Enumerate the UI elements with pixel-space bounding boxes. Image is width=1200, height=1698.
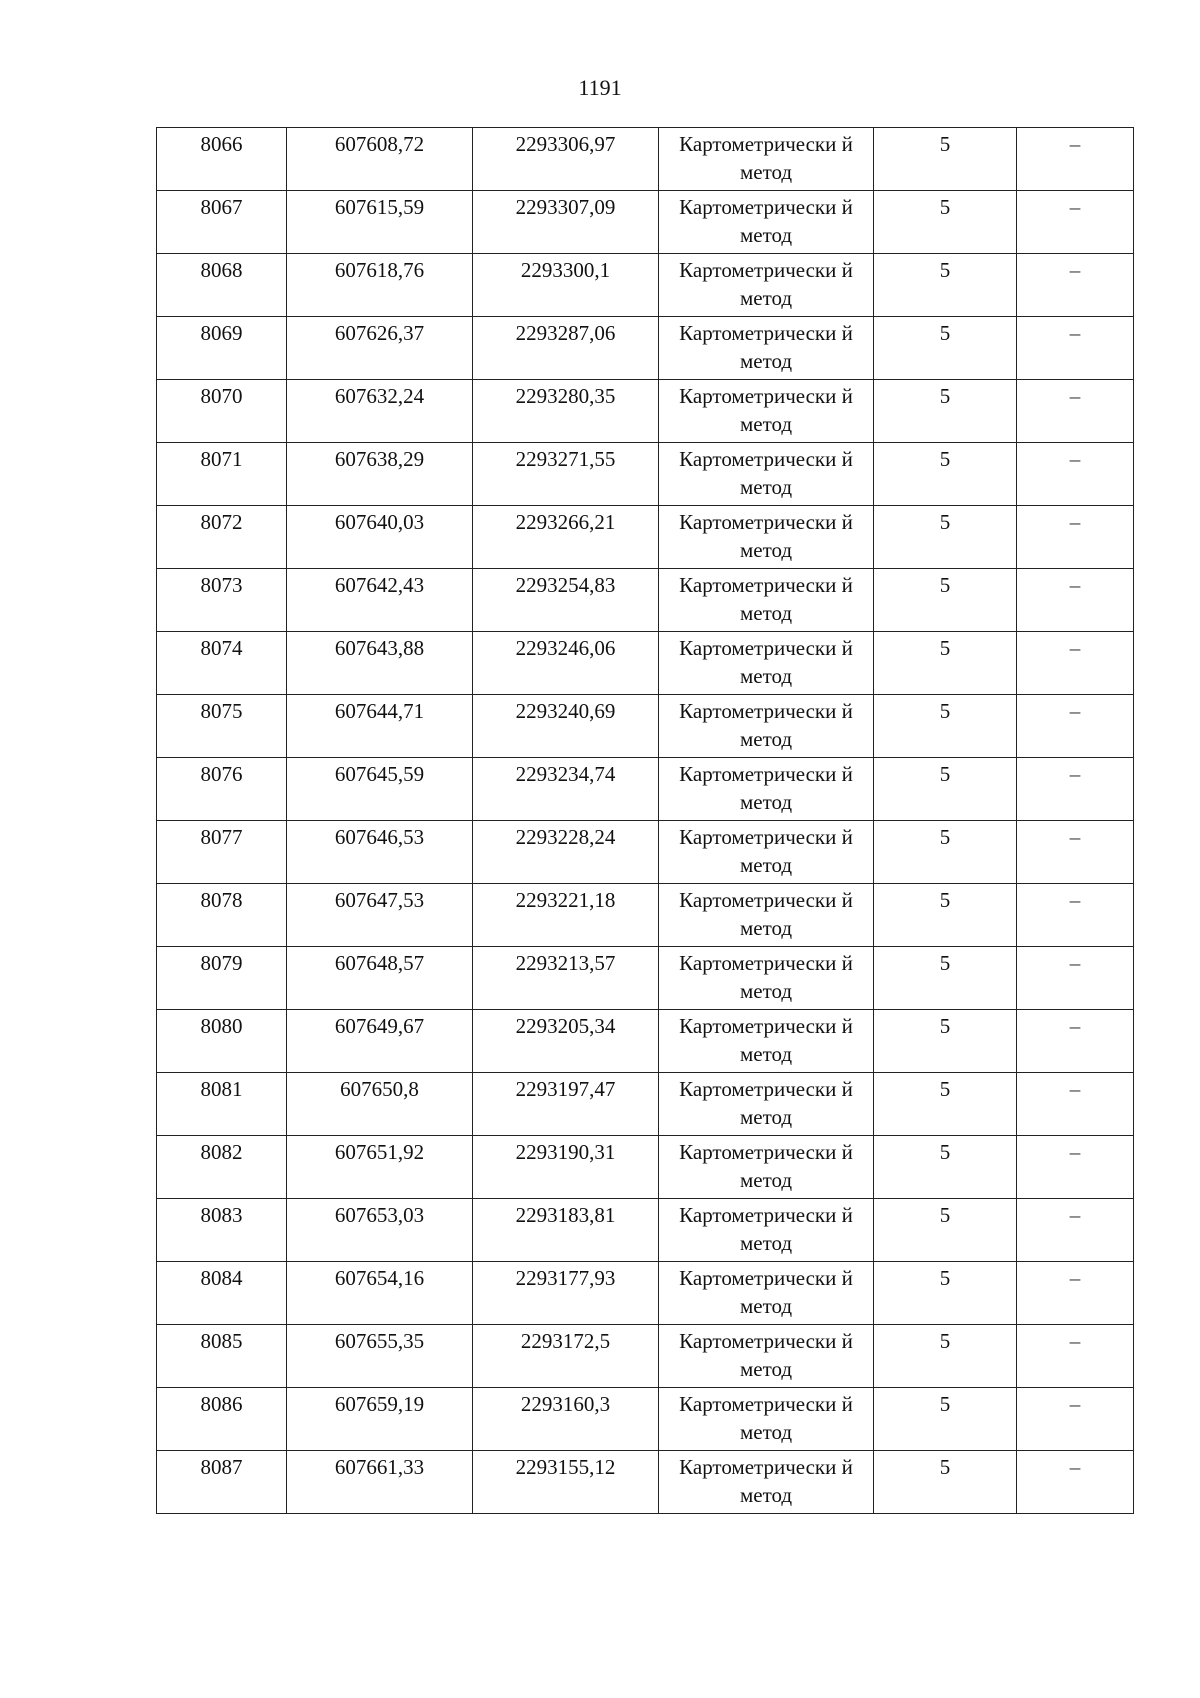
note-cell-text: – <box>1069 1077 1081 1101</box>
table-row <box>157 317 1134 380</box>
note-cell <box>1017 1262 1134 1325</box>
note-cell <box>1017 758 1134 821</box>
method-cell-text: Картометрически й метод <box>679 762 853 814</box>
point-number-cell-text: 8070 <box>200 384 243 408</box>
table-row <box>157 758 1134 821</box>
y-coordinate-cell-text: 2293240,69 <box>515 699 616 723</box>
accuracy-cell-text: 5 <box>939 573 951 597</box>
x-coordinate-cell-text: 607654,16 <box>334 1266 425 1290</box>
table-row <box>157 1010 1134 1073</box>
x-coordinate-cell <box>287 947 473 1010</box>
y-coordinate-cell-text: 2293172,5 <box>520 1329 611 1353</box>
point-number-cell <box>157 1136 287 1199</box>
x-coordinate-cell-text: 607640,03 <box>334 510 425 534</box>
accuracy-cell <box>874 380 1017 443</box>
x-coordinate-cell <box>287 884 473 947</box>
accuracy-cell-text: 5 <box>939 1329 951 1353</box>
y-coordinate-cell-text: 2293190,31 <box>515 1140 616 1164</box>
y-coordinate-cell-text: 2293155,12 <box>515 1455 616 1479</box>
y-coordinate-cell-text: 2293300,1 <box>520 258 611 282</box>
y-coordinate-cell <box>473 1451 659 1514</box>
x-coordinate-cell-text: 607655,35 <box>334 1329 425 1353</box>
method-cell-text: Картометрически й метод <box>679 1455 853 1507</box>
method-cell <box>659 506 874 569</box>
point-number-cell-text: 8080 <box>200 1014 243 1038</box>
method-cell-text: Картометрически й метод <box>679 510 853 562</box>
method-cell-text: Картометрически й метод <box>679 1392 853 1444</box>
y-coordinate-cell-text: 2293254,83 <box>515 573 616 597</box>
point-number-cell-text: 8073 <box>200 573 243 597</box>
y-coordinate-cell-text: 2293213,57 <box>515 951 616 975</box>
method-cell-text: Картометрически й метод <box>679 132 853 184</box>
y-coordinate-cell <box>473 380 659 443</box>
note-cell <box>1017 1451 1134 1514</box>
accuracy-cell-text: 5 <box>939 321 951 345</box>
table-row <box>157 254 1134 317</box>
method-cell-text: Картометрически й метод <box>679 1014 853 1066</box>
x-coordinate-cell-text: 607645,59 <box>334 762 425 786</box>
point-number-cell-text: 8085 <box>200 1329 243 1353</box>
accuracy-cell-text: 5 <box>939 1392 951 1416</box>
x-coordinate-cell-text: 607638,29 <box>334 447 425 471</box>
accuracy-cell-text: 5 <box>939 384 951 408</box>
table-row <box>157 632 1134 695</box>
method-cell-text: Картометрически й метод <box>679 951 853 1003</box>
note-cell-text: – <box>1069 384 1081 408</box>
x-coordinate-cell-text: 607644,71 <box>334 699 425 723</box>
x-coordinate-cell-text: 607648,57 <box>334 951 425 975</box>
note-cell <box>1017 947 1134 1010</box>
note-cell-text: – <box>1069 1140 1081 1164</box>
accuracy-cell-text: 5 <box>939 825 951 849</box>
note-cell <box>1017 1010 1134 1073</box>
y-coordinate-cell <box>473 1199 659 1262</box>
x-coordinate-cell <box>287 191 473 254</box>
note-cell <box>1017 506 1134 569</box>
accuracy-cell-text: 5 <box>939 1140 951 1164</box>
accuracy-cell <box>874 1451 1017 1514</box>
x-coordinate-cell <box>287 443 473 506</box>
accuracy-cell <box>874 1199 1017 1262</box>
table-row <box>157 1325 1134 1388</box>
x-coordinate-cell-text: 607650,8 <box>340 1077 419 1101</box>
x-coordinate-cell <box>287 1136 473 1199</box>
table-row <box>157 380 1134 443</box>
accuracy-cell <box>874 254 1017 317</box>
method-cell <box>659 1199 874 1262</box>
note-cell-text: – <box>1069 1203 1081 1227</box>
x-coordinate-cell <box>287 632 473 695</box>
y-coordinate-cell-text: 2293197,47 <box>515 1077 616 1101</box>
method-cell-text: Картометрически й метод <box>679 384 853 436</box>
x-coordinate-cell <box>287 506 473 569</box>
x-coordinate-cell <box>287 1388 473 1451</box>
method-cell-text: Картометрически й метод <box>679 1266 853 1318</box>
method-cell <box>659 191 874 254</box>
y-coordinate-cell <box>473 128 659 191</box>
point-number-cell <box>157 254 287 317</box>
point-number-cell <box>157 1199 287 1262</box>
note-cell-text: – <box>1069 573 1081 597</box>
method-cell-text: Картометрически й метод <box>679 258 853 310</box>
accuracy-cell-text: 5 <box>939 762 951 786</box>
note-cell-text: – <box>1069 699 1081 723</box>
note-cell-text: – <box>1069 1455 1081 1479</box>
table-row <box>157 128 1134 191</box>
x-coordinate-cell <box>287 758 473 821</box>
note-cell <box>1017 1199 1134 1262</box>
note-cell-text: – <box>1069 636 1081 660</box>
accuracy-cell-text: 5 <box>939 636 951 660</box>
note-cell <box>1017 569 1134 632</box>
note-cell <box>1017 317 1134 380</box>
point-number-cell-text: 8076 <box>200 762 243 786</box>
table-row <box>157 1388 1134 1451</box>
table-row <box>157 1262 1134 1325</box>
method-cell-text: Картометрически й метод <box>679 1203 853 1255</box>
y-coordinate-cell <box>473 1073 659 1136</box>
table-row <box>157 506 1134 569</box>
method-cell <box>659 317 874 380</box>
point-number-cell <box>157 821 287 884</box>
y-coordinate-cell-text: 2293228,24 <box>515 825 616 849</box>
note-cell <box>1017 191 1134 254</box>
method-cell-text: Картометрически й метод <box>679 321 853 373</box>
method-cell-text: Картометрически й метод <box>679 636 853 688</box>
method-cell-text: Картометрически й метод <box>679 447 853 499</box>
table-row <box>157 947 1134 1010</box>
y-coordinate-cell <box>473 191 659 254</box>
y-coordinate-cell-text: 2293183,81 <box>515 1203 616 1227</box>
note-cell <box>1017 380 1134 443</box>
y-coordinate-cell-text: 2293221,18 <box>515 888 616 912</box>
x-coordinate-cell-text: 607647,53 <box>334 888 425 912</box>
x-coordinate-cell-text: 607615,59 <box>334 195 425 219</box>
x-coordinate-cell-text: 607659,19 <box>334 1392 425 1416</box>
accuracy-cell-text: 5 <box>939 888 951 912</box>
method-cell <box>659 254 874 317</box>
table-row <box>157 1136 1134 1199</box>
accuracy-cell <box>874 947 1017 1010</box>
x-coordinate-cell-text: 607642,43 <box>334 573 425 597</box>
accuracy-cell <box>874 884 1017 947</box>
x-coordinate-cell <box>287 1262 473 1325</box>
table-row <box>157 569 1134 632</box>
y-coordinate-cell <box>473 1136 659 1199</box>
point-number-cell-text: 8087 <box>200 1455 243 1479</box>
method-cell <box>659 1010 874 1073</box>
y-coordinate-cell <box>473 1262 659 1325</box>
point-number-cell-text: 8083 <box>200 1203 243 1227</box>
x-coordinate-cell <box>287 695 473 758</box>
method-cell-text: Картометрически й метод <box>679 573 853 625</box>
point-number-cell <box>157 947 287 1010</box>
page-number: 1191 <box>578 75 622 100</box>
accuracy-cell <box>874 569 1017 632</box>
accuracy-cell <box>874 506 1017 569</box>
y-coordinate-cell <box>473 821 659 884</box>
coordinates-table <box>156 127 1134 1514</box>
x-coordinate-cell <box>287 317 473 380</box>
note-cell <box>1017 821 1134 884</box>
y-coordinate-cell-text: 2293271,55 <box>515 447 616 471</box>
accuracy-cell <box>874 1010 1017 1073</box>
accuracy-cell-text: 5 <box>939 258 951 282</box>
x-coordinate-cell-text: 607653,03 <box>334 1203 425 1227</box>
accuracy-cell-text: 5 <box>939 1014 951 1038</box>
accuracy-cell <box>874 695 1017 758</box>
y-coordinate-cell-text: 2293280,35 <box>515 384 616 408</box>
x-coordinate-cell <box>287 128 473 191</box>
x-coordinate-cell <box>287 1199 473 1262</box>
point-number-cell-text: 8069 <box>200 321 243 345</box>
y-coordinate-cell-text: 2293307,09 <box>515 195 616 219</box>
accuracy-cell-text: 5 <box>939 1455 951 1479</box>
point-number-cell <box>157 758 287 821</box>
note-cell <box>1017 1073 1134 1136</box>
x-coordinate-cell-text: 607618,76 <box>334 258 425 282</box>
method-cell <box>659 443 874 506</box>
method-cell-text: Картометрически й метод <box>679 1140 853 1192</box>
point-number-cell <box>157 569 287 632</box>
accuracy-cell <box>874 443 1017 506</box>
point-number-cell-text: 8071 <box>200 447 243 471</box>
x-coordinate-cell <box>287 1325 473 1388</box>
point-number-cell-text: 8074 <box>200 636 243 660</box>
y-coordinate-cell <box>473 758 659 821</box>
table-row <box>157 1073 1134 1136</box>
table-row <box>157 191 1134 254</box>
accuracy-cell-text: 5 <box>939 195 951 219</box>
accuracy-cell <box>874 1388 1017 1451</box>
table-row <box>157 1451 1134 1514</box>
accuracy-cell <box>874 1325 1017 1388</box>
note-cell-text: – <box>1069 510 1081 534</box>
point-number-cell <box>157 380 287 443</box>
note-cell <box>1017 443 1134 506</box>
method-cell <box>659 1325 874 1388</box>
point-number-cell <box>157 1262 287 1325</box>
x-coordinate-cell-text: 607643,88 <box>334 636 425 660</box>
y-coordinate-cell <box>473 569 659 632</box>
note-cell-text: – <box>1069 132 1081 156</box>
table-row <box>157 443 1134 506</box>
method-cell <box>659 1388 874 1451</box>
note-cell <box>1017 128 1134 191</box>
point-number-cell <box>157 1388 287 1451</box>
x-coordinate-cell <box>287 254 473 317</box>
point-number-cell-text: 8079 <box>200 951 243 975</box>
point-number-cell-text: 8086 <box>200 1392 243 1416</box>
note-cell-text: – <box>1069 1329 1081 1353</box>
y-coordinate-cell-text: 2293177,93 <box>515 1266 616 1290</box>
point-number-cell <box>157 695 287 758</box>
point-number-cell-text: 8077 <box>200 825 243 849</box>
method-cell <box>659 1073 874 1136</box>
y-coordinate-cell <box>473 632 659 695</box>
accuracy-cell <box>874 317 1017 380</box>
method-cell <box>659 128 874 191</box>
x-coordinate-cell <box>287 1073 473 1136</box>
accuracy-cell <box>874 821 1017 884</box>
x-coordinate-cell-text: 607632,24 <box>334 384 425 408</box>
note-cell <box>1017 632 1134 695</box>
note-cell-text: – <box>1069 1266 1081 1290</box>
accuracy-cell <box>874 1262 1017 1325</box>
accuracy-cell <box>874 632 1017 695</box>
x-coordinate-cell-text: 607649,67 <box>334 1014 425 1038</box>
note-cell-text: – <box>1069 762 1081 786</box>
y-coordinate-cell <box>473 884 659 947</box>
method-cell-text: Картометрически й метод <box>679 195 853 247</box>
point-number-cell <box>157 317 287 380</box>
point-number-cell <box>157 128 287 191</box>
table-row <box>157 821 1134 884</box>
method-cell-text: Картометрически й метод <box>679 1329 853 1381</box>
table-row <box>157 1199 1134 1262</box>
point-number-cell <box>157 191 287 254</box>
x-coordinate-cell-text: 607646,53 <box>334 825 425 849</box>
accuracy-cell <box>874 128 1017 191</box>
method-cell <box>659 695 874 758</box>
point-number-cell-text: 8066 <box>200 132 243 156</box>
method-cell <box>659 1136 874 1199</box>
point-number-cell <box>157 1073 287 1136</box>
x-coordinate-cell-text: 607661,33 <box>334 1455 425 1479</box>
point-number-cell <box>157 632 287 695</box>
method-cell-text: Картометрически й метод <box>679 699 853 751</box>
table-body <box>157 128 1134 1514</box>
method-cell <box>659 821 874 884</box>
point-number-cell <box>157 1010 287 1073</box>
y-coordinate-cell <box>473 443 659 506</box>
method-cell <box>659 380 874 443</box>
method-cell <box>659 632 874 695</box>
method-cell <box>659 758 874 821</box>
y-coordinate-cell-text: 2293287,06 <box>515 321 616 345</box>
y-coordinate-cell <box>473 317 659 380</box>
y-coordinate-cell <box>473 1325 659 1388</box>
y-coordinate-cell <box>473 947 659 1010</box>
note-cell-text: – <box>1069 1392 1081 1416</box>
method-cell <box>659 1451 874 1514</box>
method-cell <box>659 1262 874 1325</box>
note-cell-text: – <box>1069 1014 1081 1038</box>
x-coordinate-cell-text: 607651,92 <box>334 1140 425 1164</box>
accuracy-cell <box>874 758 1017 821</box>
table-row <box>157 884 1134 947</box>
y-coordinate-cell <box>473 506 659 569</box>
y-coordinate-cell-text: 2293160,3 <box>520 1392 611 1416</box>
point-number-cell-text: 8084 <box>200 1266 243 1290</box>
y-coordinate-cell-text: 2293246,06 <box>515 636 616 660</box>
accuracy-cell-text: 5 <box>939 1077 951 1101</box>
x-coordinate-cell <box>287 569 473 632</box>
point-number-cell-text: 8081 <box>200 1077 243 1101</box>
point-number-cell-text: 8082 <box>200 1140 243 1164</box>
method-cell <box>659 947 874 1010</box>
note-cell <box>1017 1136 1134 1199</box>
point-number-cell-text: 8072 <box>200 510 243 534</box>
note-cell-text: – <box>1069 888 1081 912</box>
x-coordinate-cell <box>287 1010 473 1073</box>
accuracy-cell-text: 5 <box>939 699 951 723</box>
point-number-cell-text: 8068 <box>200 258 243 282</box>
method-cell <box>659 884 874 947</box>
point-number-cell-text: 8067 <box>200 195 243 219</box>
x-coordinate-cell-text: 607608,72 <box>334 132 425 156</box>
note-cell-text: – <box>1069 258 1081 282</box>
y-coordinate-cell-text: 2293306,97 <box>515 132 616 156</box>
accuracy-cell <box>874 1136 1017 1199</box>
point-number-cell-text: 8078 <box>200 888 243 912</box>
table-row <box>157 695 1134 758</box>
x-coordinate-cell <box>287 1451 473 1514</box>
point-number-cell-text: 8075 <box>200 699 243 723</box>
point-number-cell <box>157 1451 287 1514</box>
y-coordinate-cell <box>473 1010 659 1073</box>
note-cell-text: – <box>1069 195 1081 219</box>
point-number-cell <box>157 884 287 947</box>
accuracy-cell <box>874 1073 1017 1136</box>
y-coordinate-cell <box>473 1388 659 1451</box>
accuracy-cell-text: 5 <box>939 447 951 471</box>
note-cell <box>1017 254 1134 317</box>
point-number-cell <box>157 1325 287 1388</box>
note-cell <box>1017 884 1134 947</box>
note-cell-text: – <box>1069 321 1081 345</box>
accuracy-cell-text: 5 <box>939 510 951 534</box>
y-coordinate-cell <box>473 695 659 758</box>
method-cell-text: Картометрически й метод <box>679 1077 853 1129</box>
method-cell-text: Картометрически й метод <box>679 825 853 877</box>
y-coordinate-cell-text: 2293234,74 <box>515 762 616 786</box>
note-cell <box>1017 1388 1134 1451</box>
point-number-cell <box>157 443 287 506</box>
y-coordinate-cell <box>473 254 659 317</box>
x-coordinate-cell <box>287 380 473 443</box>
point-number-cell <box>157 506 287 569</box>
accuracy-cell <box>874 191 1017 254</box>
accuracy-cell-text: 5 <box>939 1203 951 1227</box>
y-coordinate-cell-text: 2293205,34 <box>515 1014 616 1038</box>
x-coordinate-cell <box>287 821 473 884</box>
accuracy-cell-text: 5 <box>939 951 951 975</box>
note-cell-text: – <box>1069 825 1081 849</box>
note-cell-text: – <box>1069 447 1081 471</box>
note-cell <box>1017 695 1134 758</box>
y-coordinate-cell-text: 2293266,21 <box>515 510 616 534</box>
x-coordinate-cell-text: 607626,37 <box>334 321 425 345</box>
note-cell-text: – <box>1069 951 1081 975</box>
accuracy-cell-text: 5 <box>939 132 951 156</box>
note-cell <box>1017 1325 1134 1388</box>
accuracy-cell-text: 5 <box>939 1266 951 1290</box>
method-cell <box>659 569 874 632</box>
method-cell-text: Картометрически й метод <box>679 888 853 940</box>
